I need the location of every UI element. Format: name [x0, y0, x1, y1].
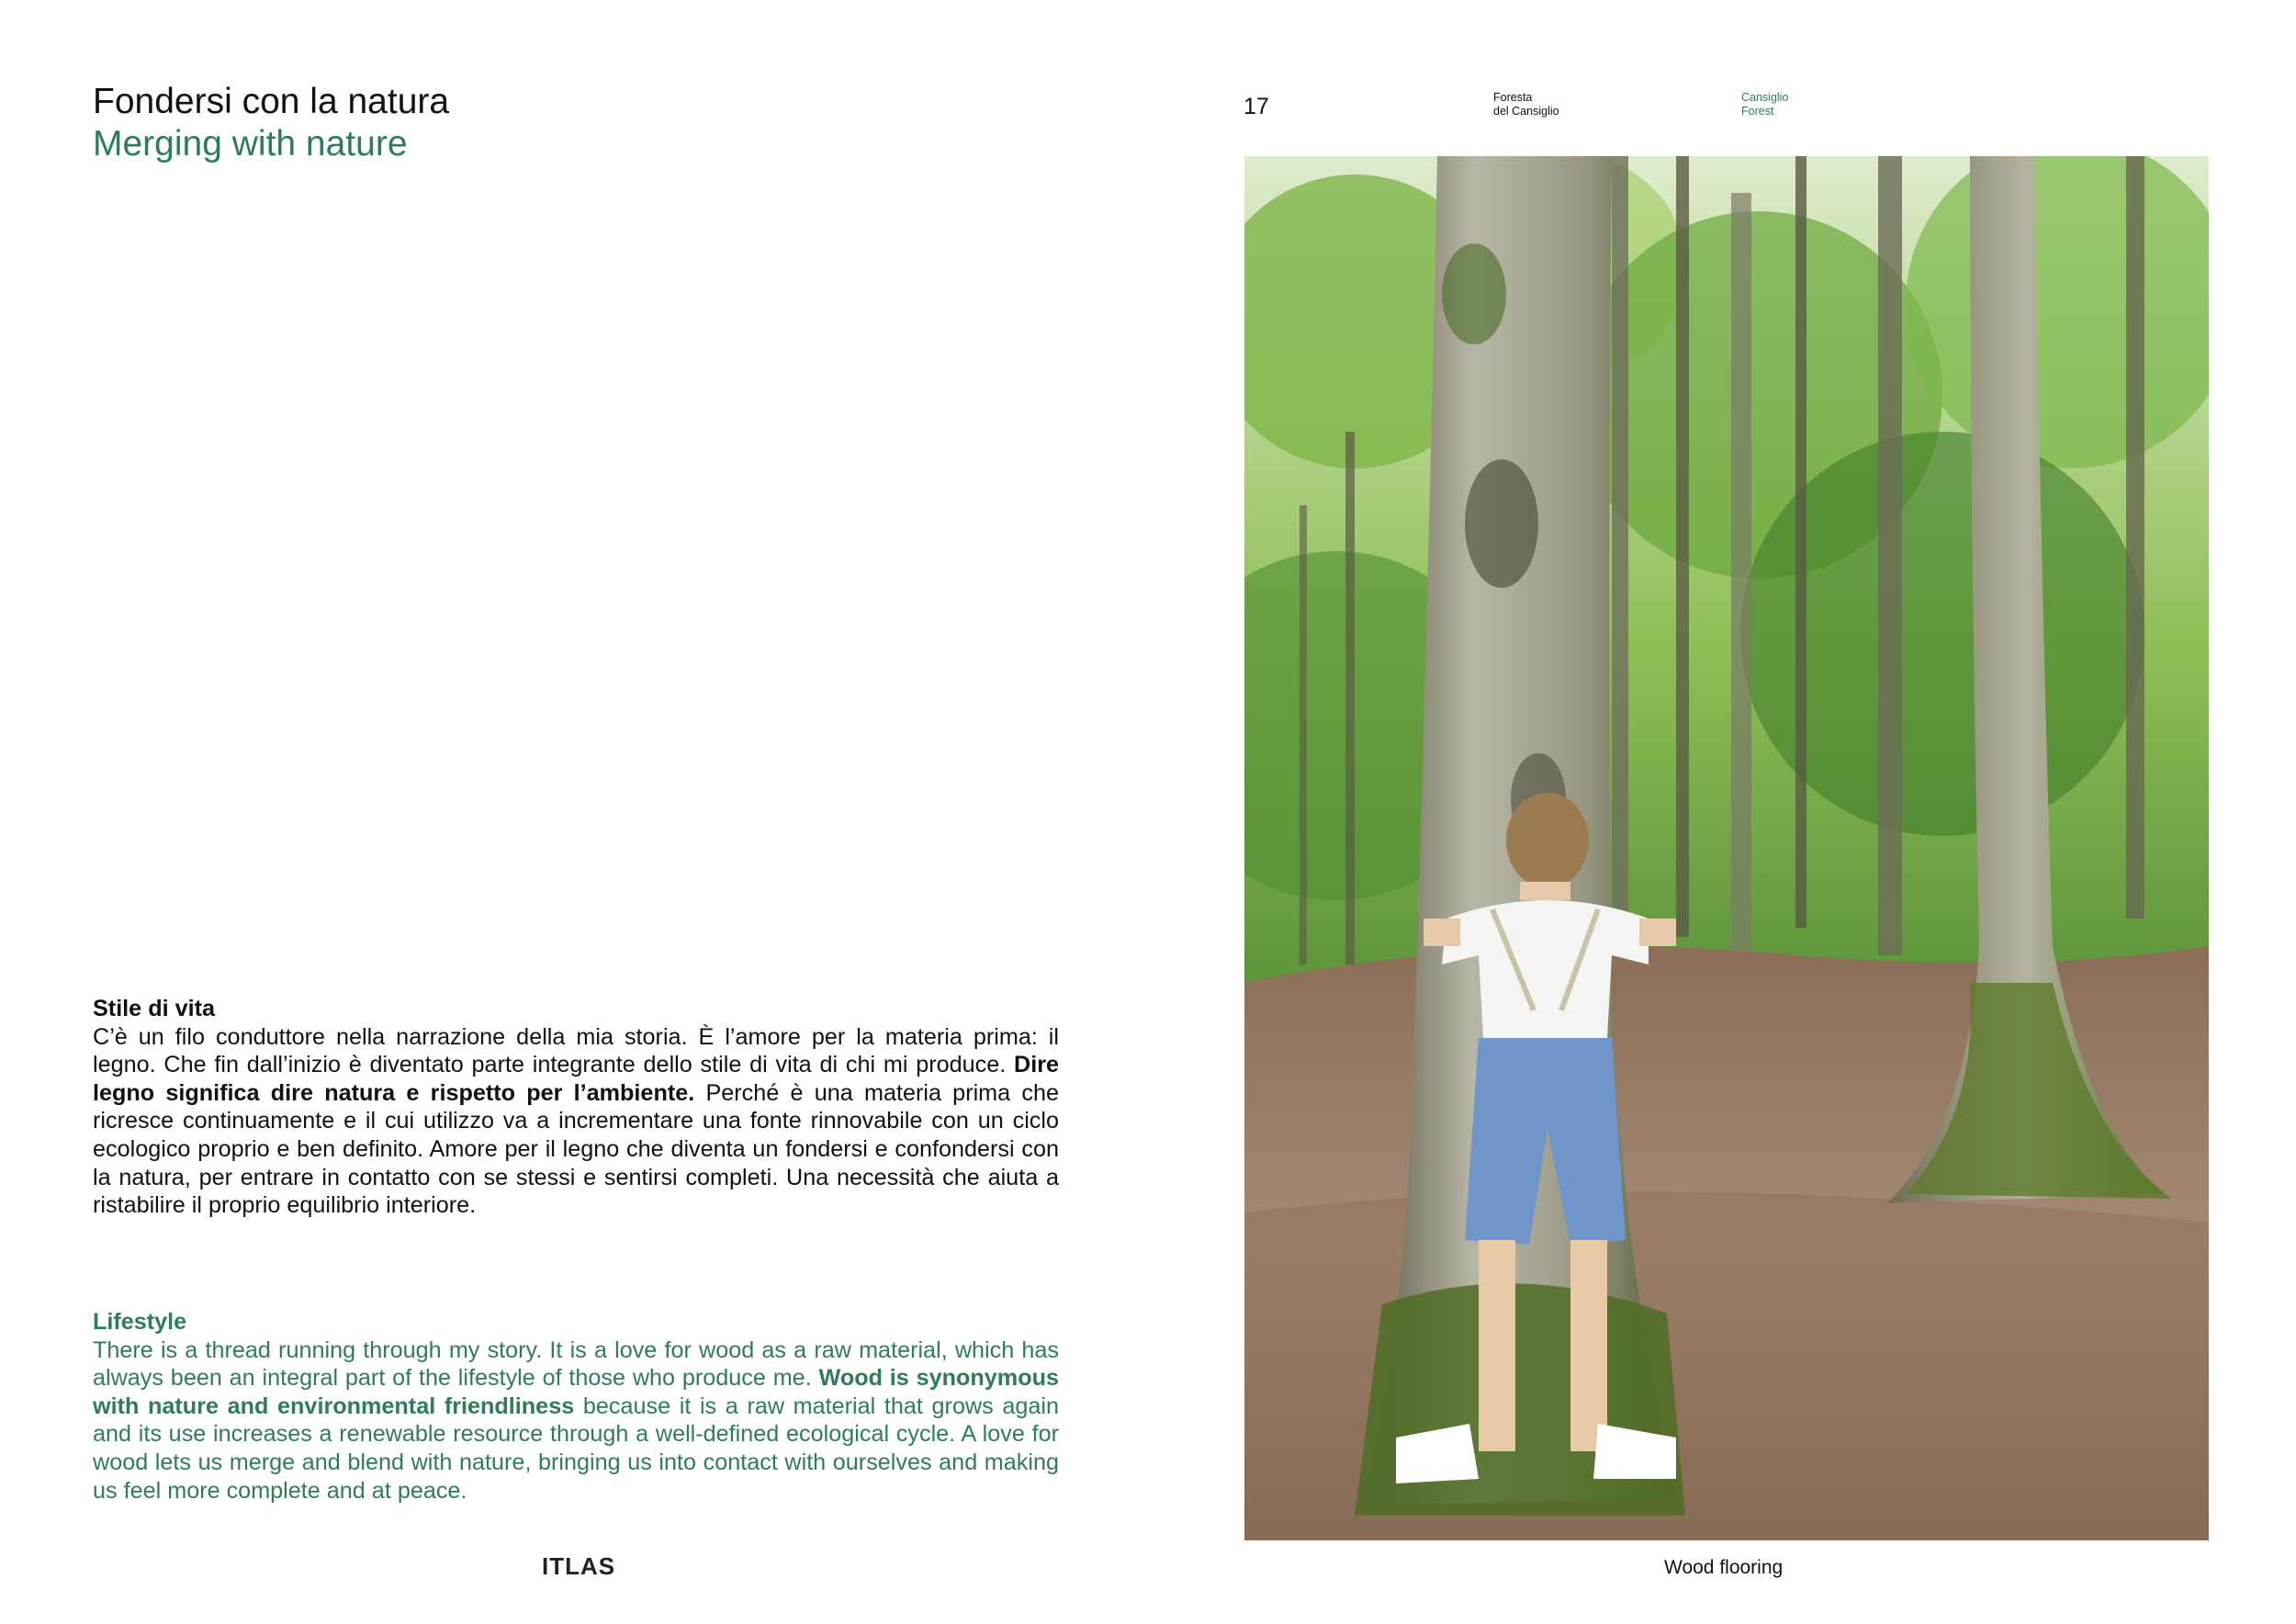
- english-heading: Lifestyle: [93, 1309, 187, 1335]
- italian-text-block: [93, 995, 1059, 1220]
- italian-paragraph-part-2: Perché è una materia prima che ricresce continuamente e il cui utilizzo va a incrementare una fonte rinnovabile con un ciclo ecologico proprio e ben definito. Amore per il legno che diventa un fondersi e confondersi con la natura, per entrare in contatto con se stessi e sentirsi completi. Una necessità che aiuta a ristabilire il proprio equilibrio interiore.: [93, 1079, 1060, 1219]
- english-paragraph-part-1: There is a thread running through my story. It is a love for wood as a raw material, which has always been an integral part of the lifestyle of those who produce me.: [93, 1336, 1059, 1392]
- english-text-block: [93, 1308, 1059, 1505]
- photo-caption: Wood flooring: [1664, 1557, 1784, 1578]
- italian-paragraph-bold: Dire legno significa dire natura e rispetto per l’ambiente.: [93, 1052, 1059, 1106]
- location-english-line-2: Forest: [1741, 105, 1774, 118]
- brand-logo: ITLAS: [542, 1552, 616, 1580]
- location-english-line-1: Cansiglio: [1741, 91, 1789, 104]
- page-title-italian: Fondersi con la natura: [93, 82, 450, 121]
- english-paragraph-part-2: because it is a raw material that grows again and its use increases a renewable resource through a well-defined ecological cycle. A love for wood lets us merge and blend with nature, bringing us into contact with ourselves and making us feel more complete and at peace.: [93, 1393, 1060, 1504]
- location-italian-line-2: del Cansiglio: [1493, 105, 1559, 118]
- page-number: 17: [1244, 94, 1269, 119]
- location-english: [1741, 91, 1788, 118]
- location-italian-line-1: Foresta: [1493, 91, 1533, 104]
- italian-heading: Stile di vita: [93, 996, 215, 1021]
- location-italian: [1493, 91, 1559, 118]
- page-title-english: Merging with nature: [93, 124, 408, 164]
- italian-paragraph-part-1: C’è un filo conduttore nella narrazione della mia storia. È l’amore per la materia prima: il legno. Che fin dall’inizio è diventato parte integrante dello stile di vita di chi mi produce.: [93, 1023, 1059, 1078]
- forest-photo: [1244, 156, 2209, 1540]
- english-paragraph-bold: Wood is synonymous with nature and environmental friendliness: [93, 1365, 1059, 1419]
